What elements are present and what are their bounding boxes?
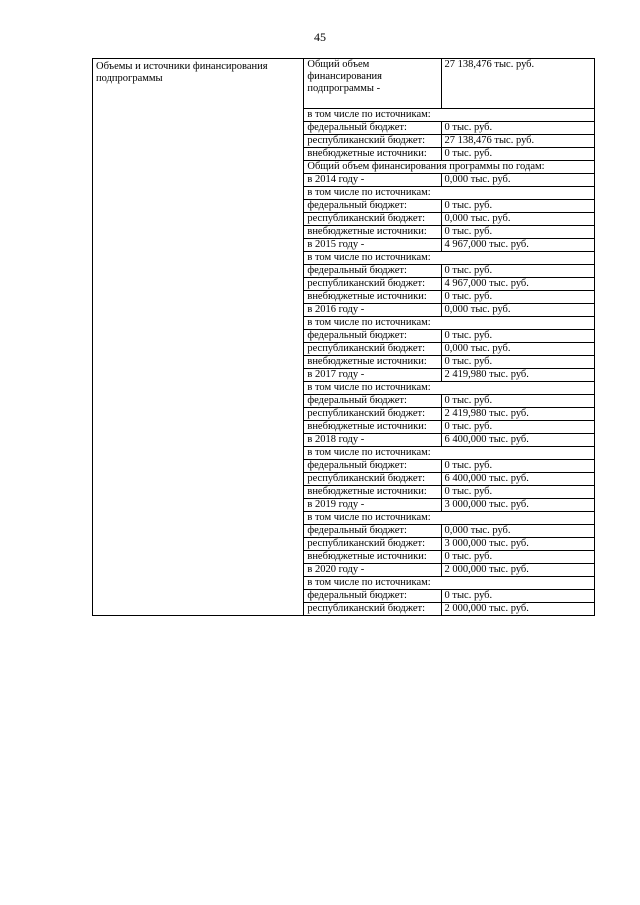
source-label: федеральный бюджет:: [304, 200, 441, 213]
source-label: федеральный бюджет:: [304, 525, 441, 538]
year-value: 3 000,000 тыс. руб.: [441, 499, 594, 512]
source-label: внебюджетные источники:: [304, 148, 441, 161]
source-value: 0 тыс. руб.: [441, 265, 594, 278]
source-value: 0 тыс. руб.: [441, 356, 594, 369]
source-value: 0 тыс. руб.: [441, 148, 594, 161]
source-label: внебюджетные источники:: [304, 551, 441, 564]
year-value: 0,000 тыс. руб.: [441, 304, 594, 317]
year-value: 4 967,000 тыс. руб.: [441, 239, 594, 252]
year-value: 2 419,980 тыс. руб.: [441, 369, 594, 382]
source-value: 2 419,980 тыс. руб.: [441, 408, 594, 421]
source-label: внебюджетные источники:: [304, 226, 441, 239]
source-value: 2 000,000 тыс. руб.: [441, 603, 594, 616]
source-value: 0 тыс. руб.: [441, 590, 594, 603]
source-value: 0,000 тыс. руб.: [441, 525, 594, 538]
year-by-sources: в том числе по источникам:: [304, 577, 595, 590]
year-by-sources: в том числе по источникам:: [304, 187, 595, 200]
source-label: федеральный бюджет:: [304, 330, 441, 343]
year-label: в 2016 году -: [304, 304, 441, 317]
summary-by-sources: в том числе по источникам:: [304, 109, 595, 122]
source-value: 27 138,476 тыс. руб.: [441, 135, 594, 148]
source-value: 6 400,000 тыс. руб.: [441, 473, 594, 486]
source-label: внебюджетные источники:: [304, 356, 441, 369]
by-years-title: Общий объем финансирования программы по годам:: [304, 161, 595, 174]
source-value: 0 тыс. руб.: [441, 421, 594, 434]
source-label: республиканский бюджет:: [304, 408, 441, 421]
source-label: республиканский бюджет:: [304, 278, 441, 291]
source-label: федеральный бюджет:: [304, 590, 441, 603]
source-value: 0 тыс. руб.: [441, 122, 594, 135]
source-value: 0 тыс. руб.: [441, 226, 594, 239]
source-value: 0 тыс. руб.: [441, 291, 594, 304]
source-value: 0 тыс. руб.: [441, 330, 594, 343]
source-label: внебюджетные источники:: [304, 486, 441, 499]
year-label: в 2018 году -: [304, 434, 441, 447]
source-value: 0,000 тыс. руб.: [441, 213, 594, 226]
source-value: 0 тыс. руб.: [441, 486, 594, 499]
year-value: 0,000 тыс. руб.: [441, 174, 594, 187]
source-label: республиканский бюджет:: [304, 213, 441, 226]
left-cell-title: Объемы и источники финансирования подпрограммы: [93, 59, 304, 616]
source-label: федеральный бюджет:: [304, 122, 441, 135]
source-value: 0 тыс. руб.: [441, 395, 594, 408]
source-label: республиканский бюджет:: [304, 603, 441, 616]
year-label: в 2015 году -: [304, 239, 441, 252]
year-label: в 2019 году -: [304, 499, 441, 512]
year-label: в 2017 году -: [304, 369, 441, 382]
source-label: федеральный бюджет:: [304, 265, 441, 278]
summary-value: 27 138,476 тыс. руб.: [441, 59, 594, 109]
source-label: федеральный бюджет:: [304, 395, 441, 408]
source-label: республиканский бюджет:: [304, 538, 441, 551]
summary-label: Общий объем финансирования подпрограммы -: [304, 59, 441, 109]
page-number: 45: [314, 30, 326, 44]
source-label: внебюджетные источники:: [304, 421, 441, 434]
year-by-sources: в том числе по источникам:: [304, 447, 595, 460]
source-value: 0 тыс. руб.: [441, 200, 594, 213]
year-value: 2 000,000 тыс. руб.: [441, 564, 594, 577]
source-value: 0 тыс. руб.: [441, 551, 594, 564]
year-by-sources: в том числе по источникам:: [304, 382, 595, 395]
source-value: 4 967,000 тыс. руб.: [441, 278, 594, 291]
year-label: в 2014 году -: [304, 174, 441, 187]
year-by-sources: в том числе по источникам:: [304, 512, 595, 525]
year-by-sources: в том числе по источникам:: [304, 252, 595, 265]
source-value: 0,000 тыс. руб.: [441, 343, 594, 356]
source-label: федеральный бюджет:: [304, 460, 441, 473]
source-label: внебюджетные источники:: [304, 291, 441, 304]
source-label: республиканский бюджет:: [304, 135, 441, 148]
source-value: 3 000,000 тыс. руб.: [441, 538, 594, 551]
year-label: в 2020 году -: [304, 564, 441, 577]
source-label: республиканский бюджет:: [304, 343, 441, 356]
year-by-sources: в том числе по источникам:: [304, 317, 595, 330]
source-value: 0 тыс. руб.: [441, 460, 594, 473]
financing-table: [92, 58, 595, 616]
table-row: [93, 59, 595, 109]
source-label: республиканский бюджет:: [304, 473, 441, 486]
year-value: 6 400,000 тыс. руб.: [441, 434, 594, 447]
